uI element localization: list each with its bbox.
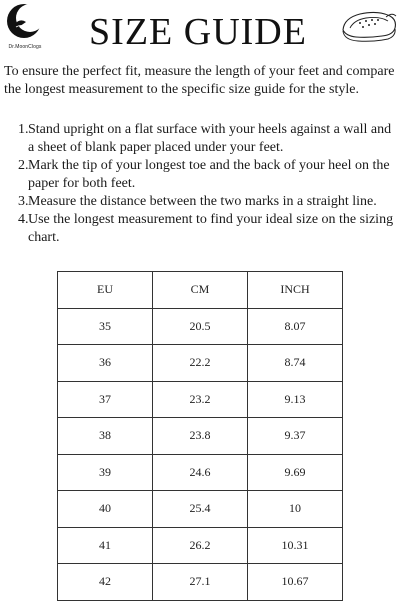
- instruction-step: [18, 157, 398, 193]
- step-number: 4.: [18, 212, 29, 227]
- crescent-moon-logo-graphic: [2, 2, 46, 44]
- column-header-eu: EU: [58, 272, 153, 309]
- cell-eu: 40: [58, 491, 153, 528]
- table-header-row: [58, 272, 343, 309]
- cell-inch: 10: [248, 491, 343, 528]
- instruction-step: [18, 193, 398, 211]
- step-text: Use the longest measurement to find your ideal size on the sizing chart.: [28, 212, 394, 245]
- clog-shoe-icon: [338, 4, 400, 48]
- column-header-inch: INCH: [248, 272, 343, 309]
- cell-inch: 8.07: [248, 308, 343, 345]
- cell-inch: 10.31: [248, 527, 343, 564]
- cell-inch: 9.13: [248, 381, 343, 418]
- cell-cm: 24.6: [153, 454, 248, 491]
- cell-cm: 22.2: [153, 345, 248, 382]
- cell-eu: 41: [58, 527, 153, 564]
- step-number: 2.: [18, 158, 29, 173]
- crescent-moon-logo-icon: [2, 2, 46, 54]
- table-row: [58, 564, 343, 601]
- clog-shoe-graphic: [338, 4, 400, 48]
- table-row: [58, 527, 343, 564]
- cell-inch: 9.69: [248, 454, 343, 491]
- cell-eu: 36: [58, 345, 153, 382]
- table-row: [58, 308, 343, 345]
- instruction-list: [18, 121, 398, 247]
- step-text: Measure the distance between the two marks in a straight line.: [28, 194, 377, 209]
- step-number: 3.: [18, 194, 29, 209]
- step-text: Stand upright on a flat surface with your heels against a wall and a sheet of blank paper placed under your feet.: [28, 122, 392, 155]
- cell-cm: 25.4: [153, 491, 248, 528]
- cell-inch: 9.37: [248, 418, 343, 455]
- cell-cm: 23.2: [153, 381, 248, 418]
- header: [0, 0, 401, 62]
- step-text: Mark the tip of your longest toe and the back of your heel on the paper for both feet.: [28, 158, 390, 191]
- cell-eu: 42: [58, 564, 153, 601]
- cell-eu: 37: [58, 381, 153, 418]
- table-row: [58, 418, 343, 455]
- step-number: 1.: [18, 122, 29, 137]
- table-row: [58, 381, 343, 418]
- table-row: [58, 491, 343, 528]
- column-header-cm: CM: [153, 272, 248, 309]
- brand-name: Dr.MoonClogs: [8, 44, 42, 50]
- cell-inch: 10.67: [248, 564, 343, 601]
- table-row: [58, 345, 343, 382]
- cell-cm: 20.5: [153, 308, 248, 345]
- cell-eu: 38: [58, 418, 153, 455]
- size-chart-table: [57, 271, 343, 601]
- table-row: [58, 454, 343, 491]
- cell-cm: 26.2: [153, 527, 248, 564]
- page-title: SIZE GUIDE: [89, 11, 307, 53]
- instruction-step: [18, 211, 398, 247]
- cell-eu: 35: [58, 308, 153, 345]
- instruction-step: [18, 121, 398, 157]
- cell-eu: 39: [58, 454, 153, 491]
- intro-paragraph: To ensure the perfect fit, measure the length of your feet and compare the longest measurement to the specific size guide for the style.: [4, 64, 395, 97]
- cell-cm: 23.8: [153, 418, 248, 455]
- cell-cm: 27.1: [153, 564, 248, 601]
- cell-inch: 8.74: [248, 345, 343, 382]
